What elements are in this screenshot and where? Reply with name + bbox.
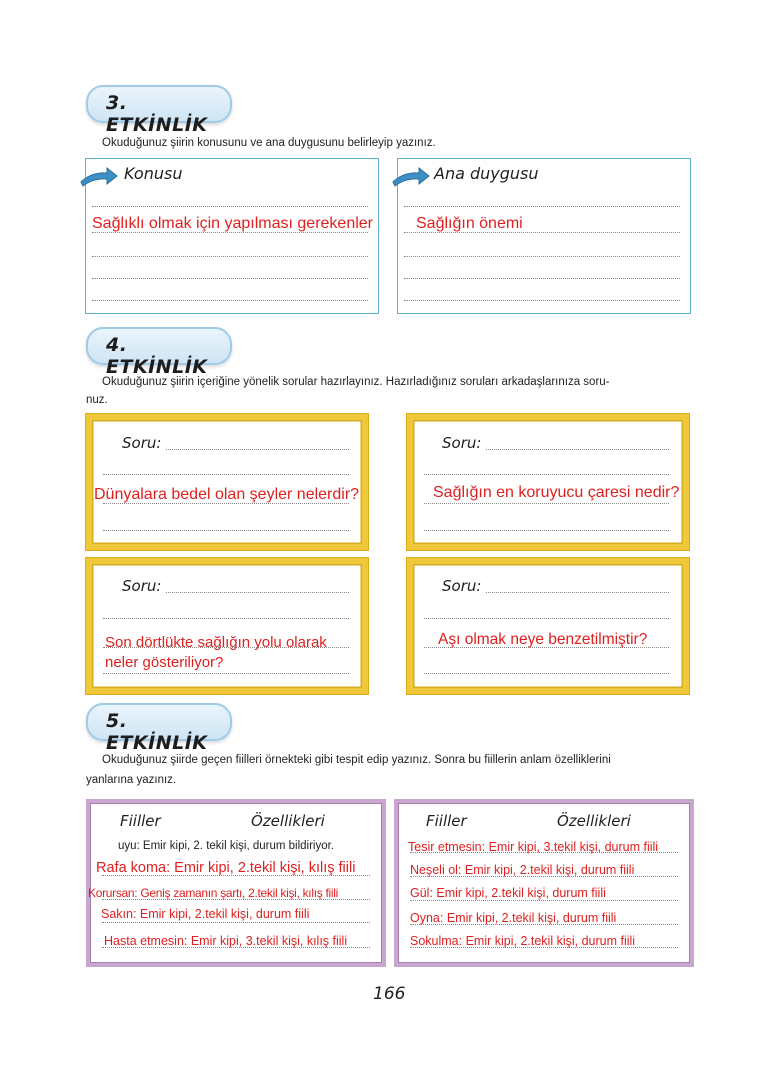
activity-5-badge xyxy=(86,703,232,754)
arrow-icon xyxy=(391,166,431,188)
activity-4-instruction-line-2: nuz. xyxy=(86,394,108,406)
answer-line xyxy=(103,474,349,475)
verb-answer: Sokulma: Emir kipi, 2.tekil kişi, durum fiili xyxy=(410,934,636,948)
page-number: 166 xyxy=(373,984,406,1004)
verb-answer: Neşeli ol: Emir kipi, 2.tekil kişi, durum fiili xyxy=(410,863,635,877)
question-label: Soru: xyxy=(122,577,162,595)
activity-3-title: 3. ETKİNLİK xyxy=(106,92,208,136)
answer-line xyxy=(424,474,669,475)
question-label: Soru: xyxy=(442,577,482,595)
answer-line xyxy=(410,900,678,901)
answer-line xyxy=(404,256,680,257)
main-emotion-title: Ana duygusu xyxy=(434,164,539,183)
verb-answer: Rafa koma: Emir kipi, 2.tekil kişi, kılış fiili xyxy=(96,860,356,876)
verb-answer: Oyna: Emir kipi, 2.tekil kişi, durum fiili xyxy=(410,911,617,925)
answer-line xyxy=(424,503,669,504)
question-answer: Sağlığın en koruyucu çaresi nedir? xyxy=(433,484,680,501)
answer-line xyxy=(102,922,370,923)
verb-answer: Hasta etmesin: Emir kipi, 3.tekil kişi, kılış fiili xyxy=(104,934,348,948)
answer-line xyxy=(92,256,368,257)
features-column-header: Özellikleri xyxy=(557,812,631,830)
answer-line xyxy=(486,449,669,450)
question-answer-line-2: neler gösteriliyor? xyxy=(105,654,224,671)
answer-line xyxy=(103,618,349,619)
question-answer: Aşı olmak neye benzetilmiştir? xyxy=(438,631,648,648)
main-emotion-answer: Sağlığın önemi xyxy=(416,215,523,232)
answer-line xyxy=(92,300,368,301)
arrow-icon xyxy=(79,166,119,188)
activity-4-instruction-line-1: Okuduğunuz şiirin içeriğine yönelik sorular hazırlayınız. Hazırladığınız soruları arkadaşlarınıza soru- xyxy=(102,376,610,388)
question-label: Soru: xyxy=(122,434,162,452)
activity-4-badge xyxy=(86,327,232,378)
verb-answer: Korursan: Geniş zamanın şartı, 2.tekil kişi, kılış fiili xyxy=(88,886,338,900)
question-answer: Son dörtlükte sağlığın yolu olarak xyxy=(105,634,327,651)
activity-4-title: 4. ETKİNLİK xyxy=(106,334,208,378)
activity-3-badge xyxy=(86,85,232,136)
activity-5-title: 5. ETKİNLİK xyxy=(106,710,208,754)
verbs-column-header: Fiiller xyxy=(120,812,161,830)
topic-answer: Sağlıklı olmak için yapılması gerekenler xyxy=(92,215,374,232)
answer-line xyxy=(103,673,349,674)
answer-line xyxy=(166,449,349,450)
answer-line xyxy=(424,618,669,619)
answer-line xyxy=(166,592,349,593)
answer-line xyxy=(424,673,669,674)
verb-answer: Sakın: Emir kipi, 2.tekil kişi, durum fiili xyxy=(101,907,310,921)
answer-line xyxy=(92,206,368,207)
verbs-column-header: Fiiller xyxy=(426,812,467,830)
activity-3-instruction: Okuduğunuz şiirin konusunu ve ana duygusunu belirleyip yazınız. xyxy=(102,137,436,149)
answer-line xyxy=(404,300,680,301)
answer-line xyxy=(486,592,669,593)
verb-answer: Tesir etmesin: Emir kipi, 3.tekil kişi, durum fiili xyxy=(408,840,659,854)
question-label: Soru: xyxy=(442,434,482,452)
example-row: uyu: Emir kipi, 2. tekil kişi, durum bildiriyor. xyxy=(118,840,335,852)
question-answer: Dünyalara bedel olan şeyler nelerdir? xyxy=(94,486,360,503)
answer-line xyxy=(103,530,349,531)
answer-line xyxy=(92,278,368,279)
answer-line xyxy=(404,278,680,279)
answer-line xyxy=(424,530,669,531)
answer-line xyxy=(404,206,680,207)
topic-title: Konusu xyxy=(124,164,183,183)
activity-5-instruction-line-1: Okuduğunuz şiirde geçen fiilleri örnekteki gibi tespit edip yazınız. Sonra bu fiillerin anlam özelliklerini xyxy=(102,754,611,766)
features-column-header: Özellikleri xyxy=(251,812,325,830)
activity-5-instruction-line-2: yanlarına yazınız. xyxy=(86,774,177,786)
verb-answer: Gül: Emir kipi, 2.tekil kişi, durum fiili xyxy=(410,886,606,900)
